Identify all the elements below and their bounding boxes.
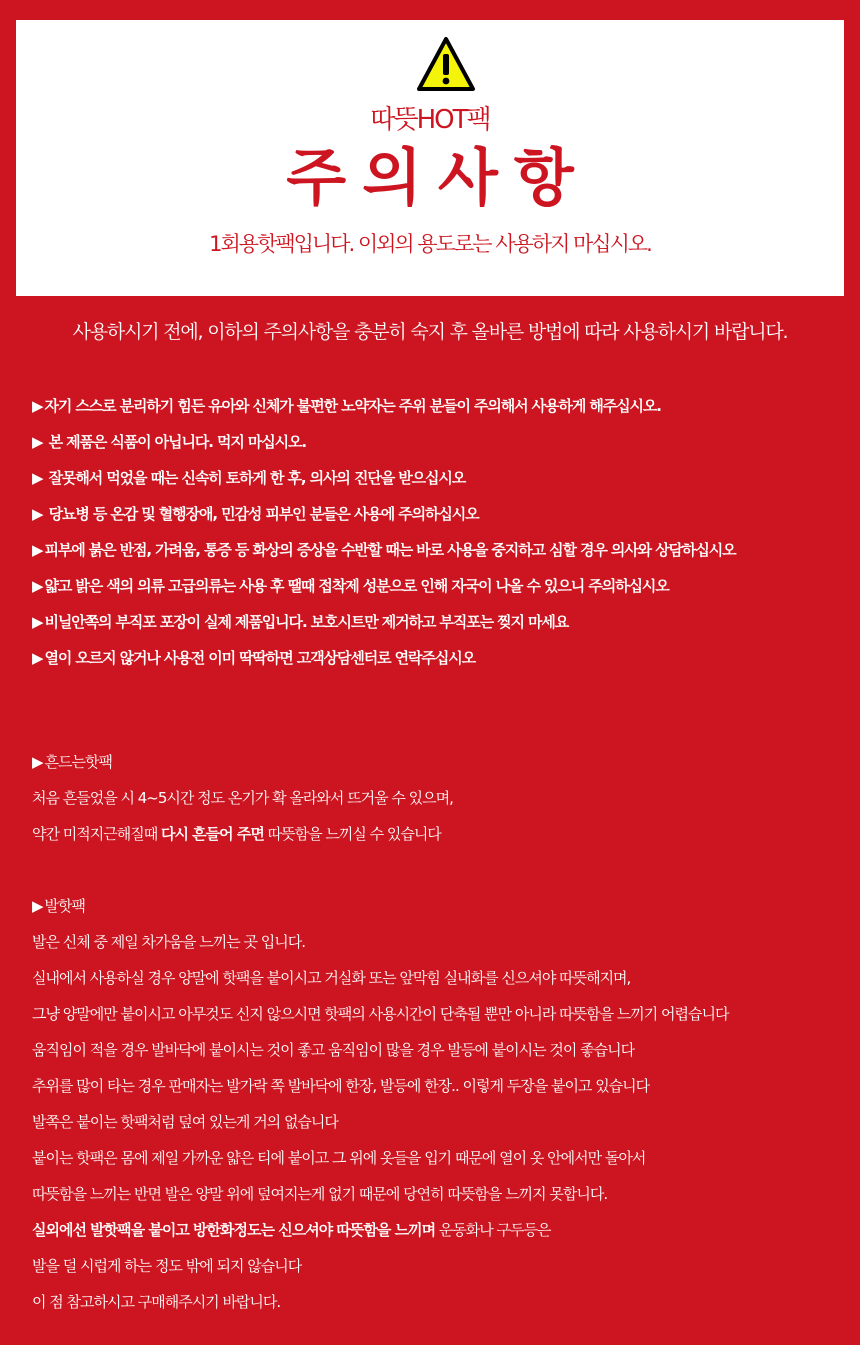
header-card [16, 20, 844, 296]
section-line: 그냥 양말에만 붙이시고 아무것도 신지 않으시면 핫팩의 사용시간이 단축될 뿐만 아니라 따뜻함을 느끼기 어렵습니다 [32, 1005, 729, 1023]
arrow-right-icon: ▶ [32, 397, 43, 415]
section-line: 따뜻함을 느끼는 반면 발은 양말 위에 덮여지는게 없기 때문에 당연히 따뜻함을 느끼지 못합니다. [32, 1185, 608, 1203]
warning-item: ▶ 얇고 밝은 색의 의류 고급의류는 사용 후 땔때 접착제 성분으로 인해 자국이 나올 수 있으니 주의하십시오 [32, 568, 852, 604]
warning-item: ▶ 피부에 붉은 반점, 가려움, 통증 등 화상의 증상을 수반할 때는 바로 사용을 중지하고 심할 경우 의사와 상담하십시오 [32, 532, 852, 568]
warning-item: ▶ 당뇨병 등 온감 및 혈행장애, 민감성 피부인 분들은 사용에 주의하십시오 [32, 496, 852, 532]
arrow-right-icon: ▶ [32, 505, 43, 523]
arrow-right-icon: ▶ [32, 613, 43, 631]
page-subtitle: 1회용핫팩입니다. 이외의 용도로는 사용하지 마십시오. [209, 232, 651, 256]
arrow-right-icon: ▶ [32, 897, 43, 915]
brand-name: 따뜻HOT팩 [370, 105, 490, 135]
section-line: 처음 흔들었을 시 4~5시간 정도 온기가 확 올라와서 뜨거울 수 있으며, [32, 789, 453, 807]
arrow-right-icon: ▶ [32, 469, 43, 487]
section-line: 발쪽은 붙이는 핫팩처럼 덮여 있는게 거의 없습니다 [32, 1113, 338, 1131]
intro-text: 사용하시기 전에, 이하의 주의사항을 충분히 숙지 후 올바른 방법에 따라 사용하시기 바랍니다. [72, 321, 788, 343]
warning-item: ▶ 잘못해서 먹었을 때는 신속히 토하게 한 후, 의사의 진단을 받으십시오 [32, 460, 852, 496]
shake-hotpack-section [32, 744, 860, 852]
arrow-right-icon: ▶ [32, 753, 43, 771]
arrow-right-icon: ▶ [32, 541, 43, 559]
section-line: 발은 신체 중 제일 차가움을 느끼는 곳 입니다. [32, 933, 305, 951]
section-line: 약간 미적지근해질때 다시 흔들어 주면 따뜻함을 느끼실 수 있습니다 [32, 825, 441, 843]
page-title: 주의사항 [286, 141, 590, 214]
section-line: 실내에서 사용하실 경우 양말에 핫팩을 붙이시고 거실화 또는 앞막힘 실내화를 신으셔야 따뜻해지며, [32, 969, 631, 987]
section-line: 붙이는 핫팩은 몸에 제일 가까운 얇은 티에 붙이고 그 위에 옷들을 입기 때문에 열이 옷 안에서만 돌아서 [32, 1149, 646, 1167]
section-line: 움직임이 적을 경우 발바닥에 붙이시는 것이 좋고 움직임이 많을 경우 발등에 붙이시는 것이 좋습니다 [32, 1041, 635, 1059]
warning-item: ▶ 열이 오르지 않거나 사용전 이미 딱딱하면 고객상담센터로 연락주십시오 [32, 640, 852, 676]
warning-item: ▶ 자기 스스로 분리하기 힘든 유아와 신체가 불편한 노약자는 주위 분들이 주의해서 사용하게 해주십시오. [32, 388, 852, 424]
section-line: 발을 덜 시럽게 하는 정도 밖에 되지 않습니다 [32, 1257, 302, 1275]
warning-list [32, 388, 852, 676]
section-line: 추위를 많이 타는 경우 판매자는 발가락 쪽 발바닥에 한장, 발등에 한장.. 이렇게 두장을 붙이고 있습니다 [32, 1077, 650, 1095]
arrow-right-icon: ▶ [32, 649, 43, 667]
section-line: 실외에선 발핫팩을 붙이고 방한화정도는 신으셔야 따뜻함을 느끼며 운동화나 구두등은 [32, 1221, 551, 1239]
section-line: 이 점 참고하시고 구매해주시기 바랍니다. [32, 1293, 281, 1311]
warning-item: ▶ 비닐안쪽의 부직포 포장이 실제 제품입니다. 보호시트만 제거하고 부직포는 찢지 마세요 [32, 604, 852, 640]
foot-hotpack-section [32, 888, 860, 1320]
warning-triangle-icon [416, 36, 476, 92]
arrow-right-icon: ▶ [32, 577, 43, 595]
section-heading: ▶ 발핫팩 [32, 888, 860, 924]
section-heading: ▶ 흔드는핫팩 [32, 744, 860, 780]
warning-item: ▶ 본 제품은 식품이 아닙니다. 먹지 마십시오. [32, 424, 852, 460]
arrow-right-icon: ▶ [32, 433, 43, 451]
